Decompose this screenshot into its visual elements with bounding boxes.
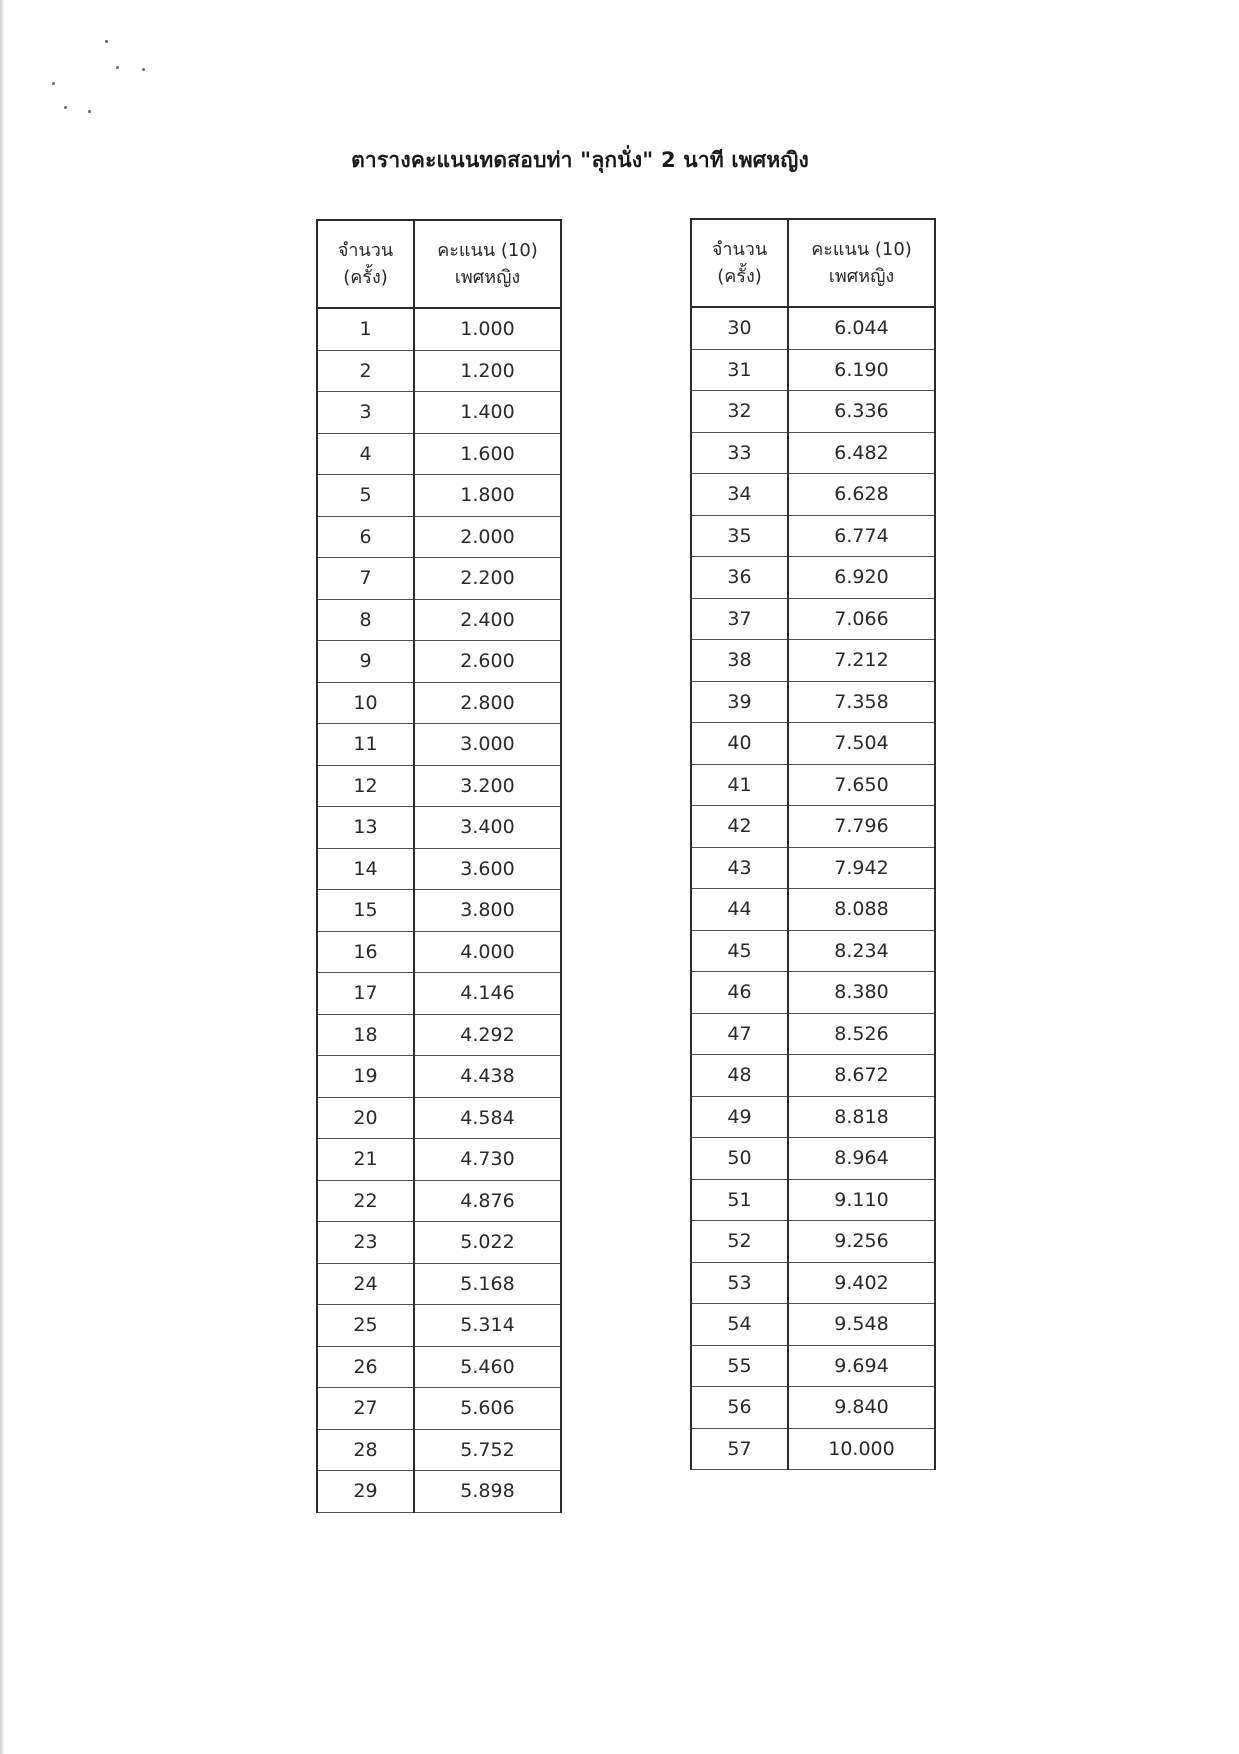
count-cell: 46 xyxy=(691,972,788,1014)
score-cell: 7.212 xyxy=(788,640,935,682)
scanned-page-edge xyxy=(0,0,4,1754)
table-row xyxy=(317,1388,561,1430)
count-cell: 54 xyxy=(691,1304,788,1346)
table-row xyxy=(317,682,561,724)
scan-speck xyxy=(116,66,119,69)
score-cell: 8.526 xyxy=(788,1013,935,1055)
table-row xyxy=(317,350,561,392)
count-cell: 47 xyxy=(691,1013,788,1055)
count-cell: 9 xyxy=(317,641,414,683)
score-cell: 1.000 xyxy=(414,308,561,350)
count-cell: 29 xyxy=(317,1471,414,1513)
count-cell: 8 xyxy=(317,599,414,641)
count-cell: 55 xyxy=(691,1345,788,1387)
score-cell: 2.800 xyxy=(414,682,561,724)
score-cell: 6.482 xyxy=(788,432,935,474)
table-row xyxy=(317,475,561,517)
table-row xyxy=(691,1428,935,1470)
score-cell: 3.400 xyxy=(414,807,561,849)
count-cell: 42 xyxy=(691,806,788,848)
score-cell: 1.600 xyxy=(414,433,561,475)
score-cell: 5.314 xyxy=(414,1305,561,1347)
table-row xyxy=(691,1055,935,1097)
table-row xyxy=(691,1345,935,1387)
score-cell: 7.358 xyxy=(788,681,935,723)
table-row xyxy=(317,1471,561,1513)
table-row xyxy=(691,1179,935,1221)
count-cell: 37 xyxy=(691,598,788,640)
table-row xyxy=(317,724,561,766)
table-row xyxy=(691,515,935,557)
header-count-line2: (ครั้ง) xyxy=(343,267,388,288)
scan-speck xyxy=(142,68,145,71)
count-cell: 15 xyxy=(317,890,414,932)
table-row xyxy=(317,931,561,973)
scan-speck xyxy=(88,110,91,113)
count-cell: 17 xyxy=(317,973,414,1015)
table-row xyxy=(691,1262,935,1304)
score-cell: 5.898 xyxy=(414,1471,561,1513)
header-count-line1: จำนวน xyxy=(337,240,394,261)
score-cell: 2.400 xyxy=(414,599,561,641)
count-cell: 49 xyxy=(691,1096,788,1138)
table-row xyxy=(691,1096,935,1138)
score-cell: 1.200 xyxy=(414,350,561,392)
header-count-line1: จำนวน xyxy=(711,239,768,260)
table-row xyxy=(317,1305,561,1347)
score-cell: 8.380 xyxy=(788,972,935,1014)
count-cell: 34 xyxy=(691,474,788,516)
table-row xyxy=(317,765,561,807)
table-row xyxy=(691,598,935,640)
count-cell: 39 xyxy=(691,681,788,723)
scan-speck xyxy=(64,106,67,109)
header-score-line1: คะแนน (10) xyxy=(437,240,538,261)
header-score-line1: คะแนน (10) xyxy=(811,239,912,260)
count-cell: 41 xyxy=(691,764,788,806)
table-row xyxy=(317,516,561,558)
score-cell: 3.200 xyxy=(414,765,561,807)
count-cell: 33 xyxy=(691,432,788,474)
table-row xyxy=(317,1097,561,1139)
count-cell: 30 xyxy=(691,307,788,349)
table-row xyxy=(317,599,561,641)
table-row xyxy=(317,1180,561,1222)
score-cell: 8.088 xyxy=(788,889,935,931)
score-cell: 4.000 xyxy=(414,931,561,973)
score-cell: 4.292 xyxy=(414,1014,561,1056)
count-cell: 12 xyxy=(317,765,414,807)
count-cell: 19 xyxy=(317,1056,414,1098)
score-cell: 7.650 xyxy=(788,764,935,806)
header-count xyxy=(317,220,414,308)
score-cell: 6.336 xyxy=(788,391,935,433)
table-row xyxy=(691,432,935,474)
table-row xyxy=(691,847,935,889)
table-row xyxy=(317,890,561,932)
table-header-row xyxy=(691,219,935,307)
table-row xyxy=(691,930,935,972)
table-row xyxy=(691,1387,935,1429)
header-score xyxy=(788,219,935,307)
score-cell: 7.942 xyxy=(788,847,935,889)
score-cell: 4.876 xyxy=(414,1180,561,1222)
score-cell: 5.606 xyxy=(414,1388,561,1430)
score-cell: 8.818 xyxy=(788,1096,935,1138)
score-cell: 6.920 xyxy=(788,557,935,599)
score-cell: 7.504 xyxy=(788,723,935,765)
table-row xyxy=(691,474,935,516)
score-cell: 9.110 xyxy=(788,1179,935,1221)
table-row xyxy=(691,349,935,391)
count-cell: 53 xyxy=(691,1262,788,1304)
count-cell: 21 xyxy=(317,1139,414,1181)
score-cell: 5.022 xyxy=(414,1222,561,1264)
score-cell: 2.000 xyxy=(414,516,561,558)
score-cell: 8.964 xyxy=(788,1138,935,1180)
score-cell: 4.146 xyxy=(414,973,561,1015)
score-cell: 1.400 xyxy=(414,392,561,434)
table-row xyxy=(691,391,935,433)
score-cell: 5.752 xyxy=(414,1429,561,1471)
score-cell: 8.672 xyxy=(788,1055,935,1097)
score-cell: 9.402 xyxy=(788,1262,935,1304)
score-cell: 2.600 xyxy=(414,641,561,683)
score-table-left xyxy=(316,219,562,1513)
count-cell: 45 xyxy=(691,930,788,972)
table-row xyxy=(317,848,561,890)
count-cell: 50 xyxy=(691,1138,788,1180)
count-cell: 35 xyxy=(691,515,788,557)
table-row xyxy=(317,807,561,849)
score-cell: 1.800 xyxy=(414,475,561,517)
score-cell: 6.774 xyxy=(788,515,935,557)
score-cell: 2.200 xyxy=(414,558,561,600)
table-row xyxy=(691,557,935,599)
table-row xyxy=(691,681,935,723)
table-row xyxy=(691,1221,935,1263)
header-score xyxy=(414,220,561,308)
count-cell: 52 xyxy=(691,1221,788,1263)
count-cell: 24 xyxy=(317,1263,414,1305)
table-row xyxy=(317,1263,561,1305)
count-cell: 10 xyxy=(317,682,414,724)
count-cell: 4 xyxy=(317,433,414,475)
table-row xyxy=(317,392,561,434)
page-title: ตารางคะแนนทดสอบท่า "ลุกนั่ง" 2 นาที เพศหญิง xyxy=(351,148,809,172)
table-row xyxy=(691,1013,935,1055)
count-cell: 6 xyxy=(317,516,414,558)
header-count xyxy=(691,219,788,307)
count-cell: 28 xyxy=(317,1429,414,1471)
table-row xyxy=(691,806,935,848)
count-cell: 56 xyxy=(691,1387,788,1429)
table-row xyxy=(317,433,561,475)
score-cell: 4.584 xyxy=(414,1097,561,1139)
table-row xyxy=(317,641,561,683)
count-cell: 1 xyxy=(317,308,414,350)
score-cell: 9.840 xyxy=(788,1387,935,1429)
count-cell: 38 xyxy=(691,640,788,682)
count-cell: 31 xyxy=(691,349,788,391)
count-cell: 32 xyxy=(691,391,788,433)
score-cell: 6.190 xyxy=(788,349,935,391)
table-row xyxy=(317,1014,561,1056)
count-cell: 44 xyxy=(691,889,788,931)
count-cell: 27 xyxy=(317,1388,414,1430)
table-row xyxy=(317,973,561,1015)
score-cell: 9.694 xyxy=(788,1345,935,1387)
count-cell: 23 xyxy=(317,1222,414,1264)
score-cell: 3.000 xyxy=(414,724,561,766)
header-score-line2: เพศหญิง xyxy=(828,266,895,287)
table-row xyxy=(691,764,935,806)
score-table-right-body xyxy=(691,307,935,1470)
count-cell: 57 xyxy=(691,1428,788,1470)
table-row xyxy=(691,1138,935,1180)
score-cell: 7.066 xyxy=(788,598,935,640)
table-row xyxy=(317,1222,561,1264)
count-cell: 40 xyxy=(691,723,788,765)
count-cell: 51 xyxy=(691,1179,788,1221)
score-cell: 5.460 xyxy=(414,1346,561,1388)
count-cell: 14 xyxy=(317,848,414,890)
table-row xyxy=(317,1056,561,1098)
score-cell: 9.548 xyxy=(788,1304,935,1346)
header-score-line2: เพศหญิง xyxy=(454,267,521,288)
count-cell: 3 xyxy=(317,392,414,434)
count-cell: 13 xyxy=(317,807,414,849)
score-table-right xyxy=(690,218,936,1470)
table-row xyxy=(317,308,561,350)
table-row xyxy=(317,558,561,600)
score-cell: 5.168 xyxy=(414,1263,561,1305)
score-cell: 10.000 xyxy=(788,1428,935,1470)
count-cell: 2 xyxy=(317,350,414,392)
table-row xyxy=(691,307,935,349)
table-row xyxy=(691,640,935,682)
score-cell: 7.796 xyxy=(788,806,935,848)
score-cell: 3.800 xyxy=(414,890,561,932)
count-cell: 5 xyxy=(317,475,414,517)
table-row xyxy=(317,1346,561,1388)
score-cell: 6.044 xyxy=(788,307,935,349)
table-row xyxy=(317,1139,561,1181)
score-cell: 4.438 xyxy=(414,1056,561,1098)
count-cell: 43 xyxy=(691,847,788,889)
count-cell: 48 xyxy=(691,1055,788,1097)
score-cell: 9.256 xyxy=(788,1221,935,1263)
count-cell: 11 xyxy=(317,724,414,766)
count-cell: 20 xyxy=(317,1097,414,1139)
table-row xyxy=(691,1304,935,1346)
table-header-row xyxy=(317,220,561,308)
table-row xyxy=(691,723,935,765)
score-cell: 4.730 xyxy=(414,1139,561,1181)
table-row xyxy=(691,889,935,931)
table-row xyxy=(317,1429,561,1471)
score-table-left-body xyxy=(317,308,561,1512)
count-cell: 7 xyxy=(317,558,414,600)
table-row xyxy=(691,972,935,1014)
scan-speck xyxy=(105,40,108,43)
header-count-line2: (ครั้ง) xyxy=(717,266,762,287)
count-cell: 22 xyxy=(317,1180,414,1222)
count-cell: 26 xyxy=(317,1346,414,1388)
score-cell: 6.628 xyxy=(788,474,935,516)
score-cell: 3.600 xyxy=(414,848,561,890)
score-cell: 8.234 xyxy=(788,930,935,972)
scan-speck xyxy=(52,82,55,85)
count-cell: 25 xyxy=(317,1305,414,1347)
count-cell: 18 xyxy=(317,1014,414,1056)
count-cell: 16 xyxy=(317,931,414,973)
count-cell: 36 xyxy=(691,557,788,599)
